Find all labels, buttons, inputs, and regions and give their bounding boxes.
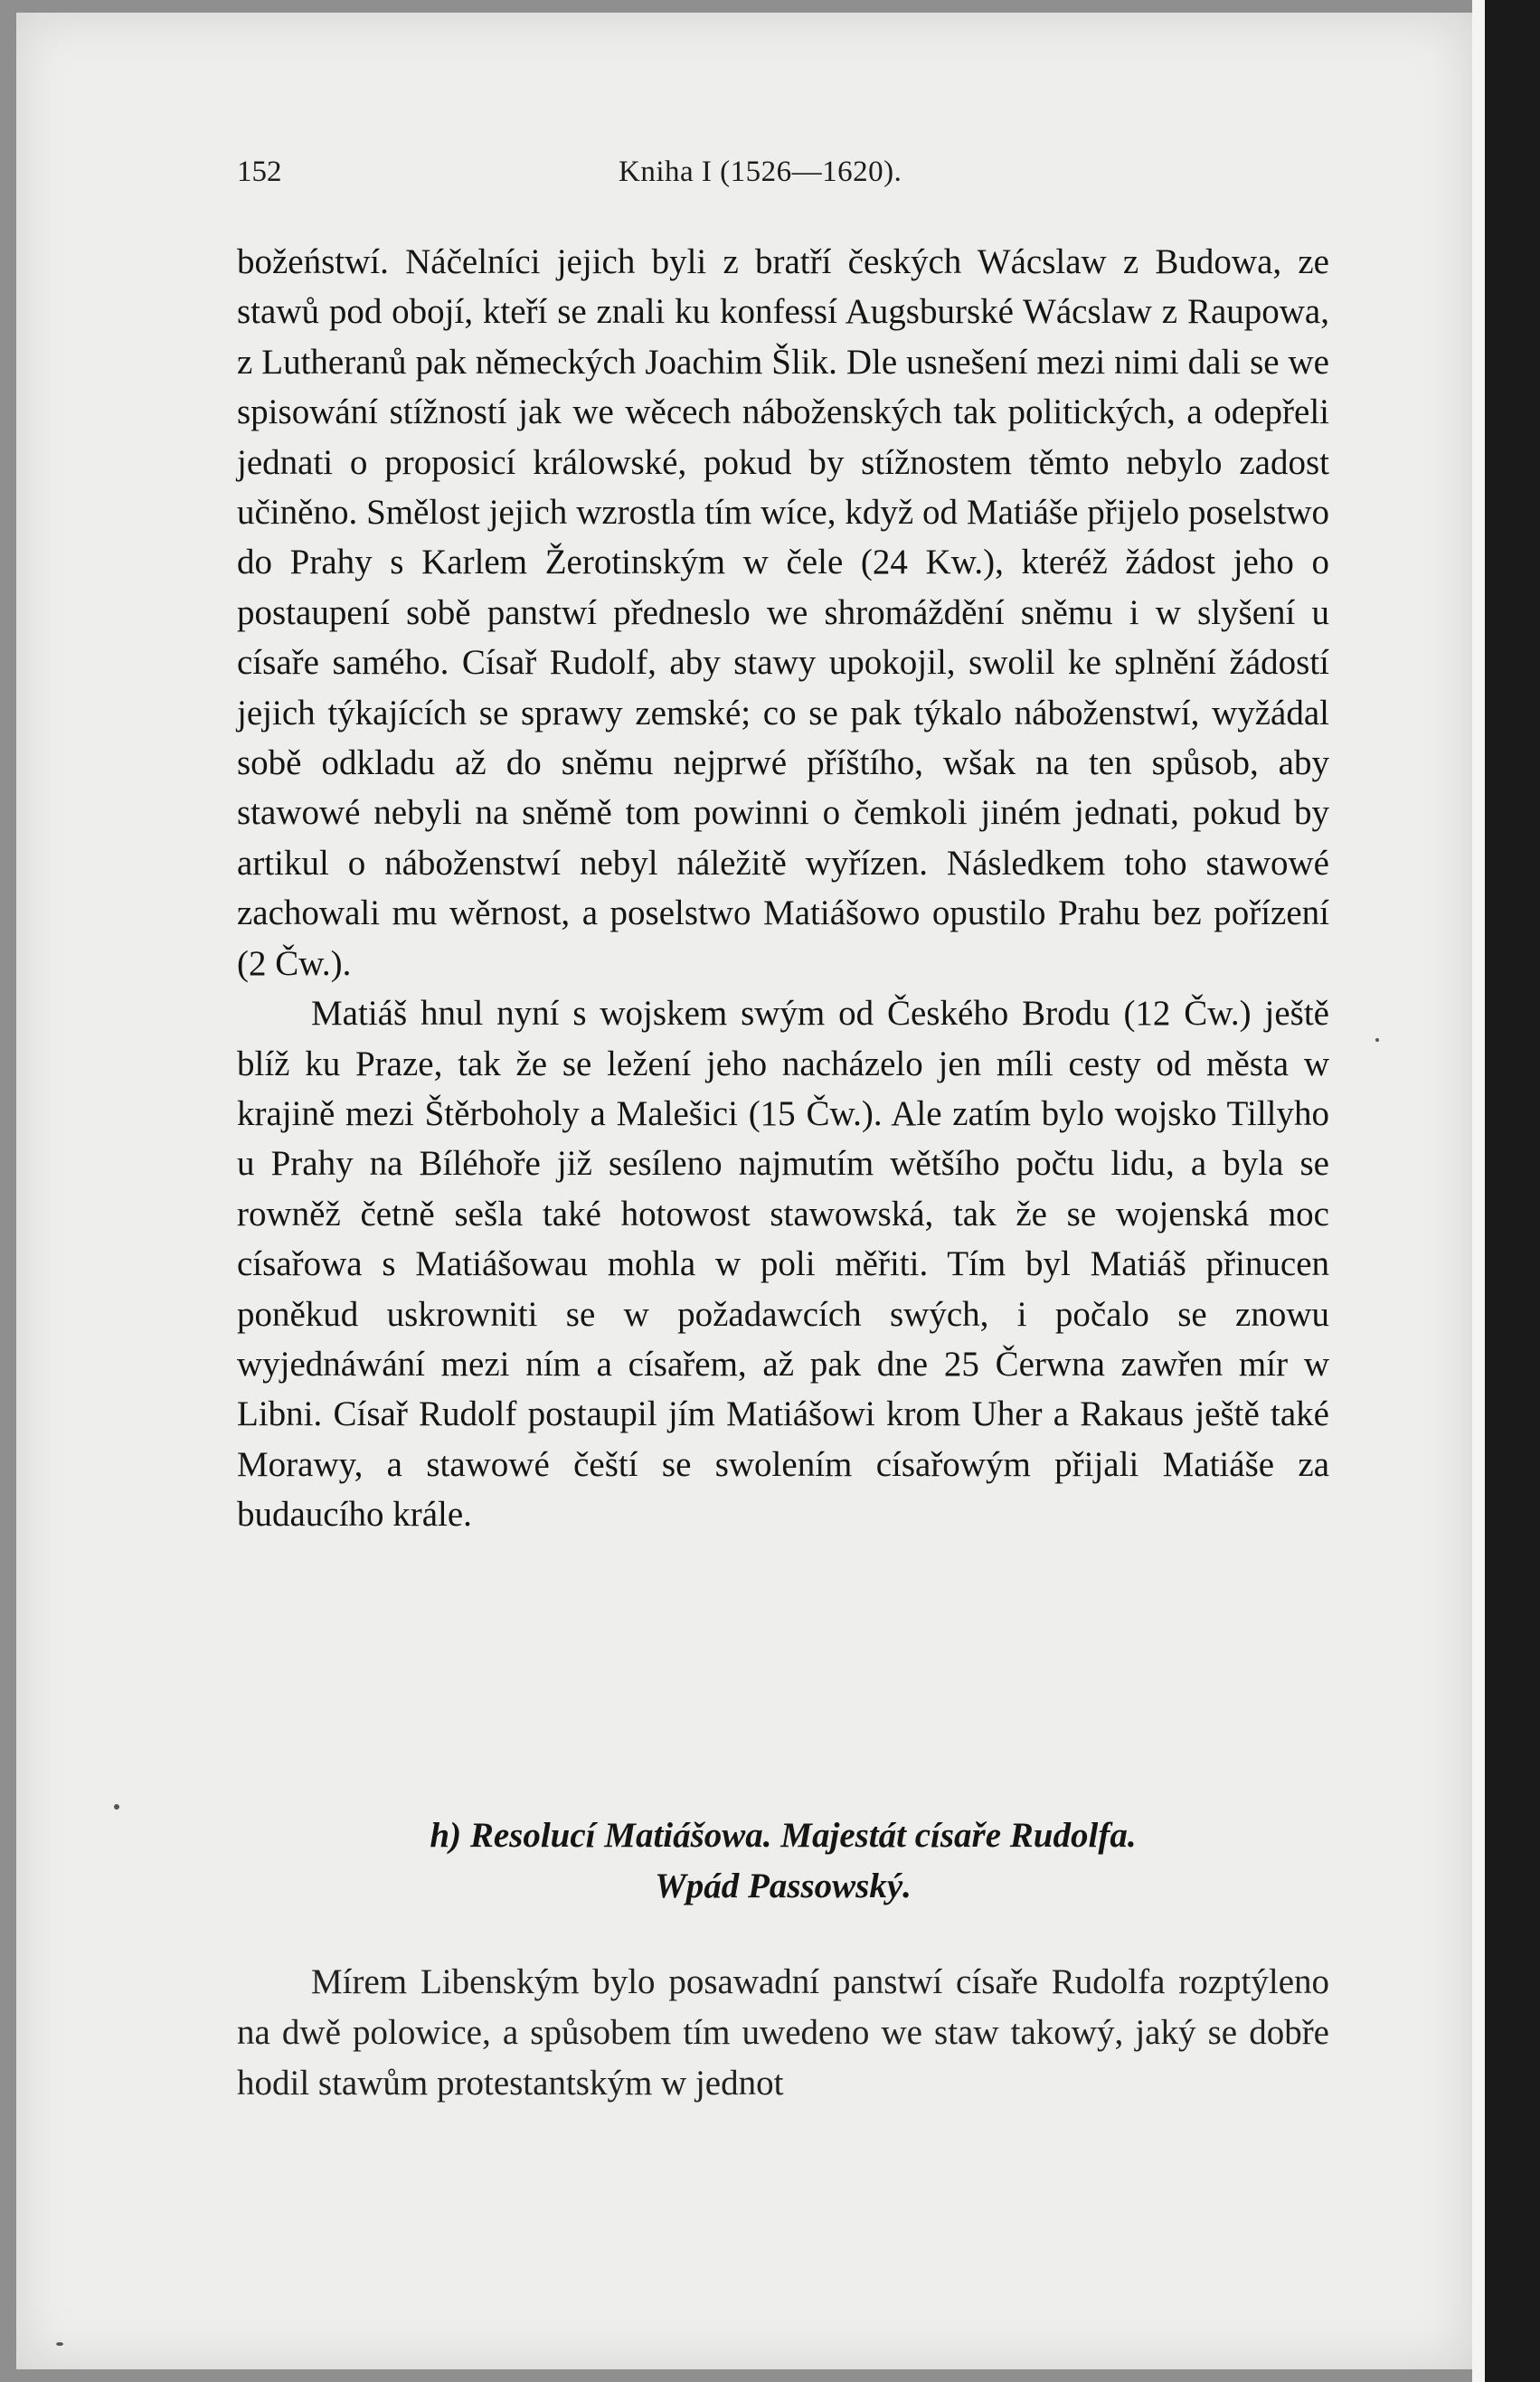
- scan-speck: [1375, 1038, 1379, 1042]
- paragraph-2: Matiáš hnul nyní s wojskem swým od Českého Brodu (12 Čw.) ještě blíž ku Praze, tak že se ležení jeho nacházelo jen míli cesty od města w krajině mezi Štěrboholy a Malešici (15 Čw.). Ale zatím bylo wojsko Tillyho u Prahy na Bíléhoře již sesíleno najmutím wětšího počtu lidu, a byla se rowněž četně sešla také hotowost stawowská, tak že se wojenská moc císařowa s Matiášowau mohla w poli měřiti. Tím byl Matiáš přinucen poněkud uskrowniti se w požadawcích swých, i počalo se znowu wyjednáwání mezi ním a císařem, až pak dne 25 Čerwna zawřen mír w Libni. Císař Rudolf postaupil jím Matiášowi krom Uher a Rakaus ještě také Morawy, a stawowé čeští se swolením císařowým přijali Matiáše za budaucího krále.: [237, 994, 1329, 1535]
- main-text: [237, 237, 1329, 1540]
- page-number: 152: [237, 156, 282, 188]
- page-edge: [1472, 0, 1485, 2382]
- section-heading-line-1: h) Resolucí Matiášowa. Majestát císaře Rudolfa.: [430, 1816, 1137, 1855]
- paragraph-1: božeństwí. Náčelníci jejich byli z bratří českých Wácslaw z Budowa, ze stawů pod obojí, kteří se znali ku konfessí Augsburské Wácslaw z Raupowa, z Lutheranů pak německých Joachim Šlik. Dle usnešení mezi nimi dali se we spisowání stížností jak we wěcech náboženských tak politických, a odepřeli jednati o proposicí králowské, pokud by stížnostem těmto nebylo zadost učiněno. Smělost jejich wzrostla tím wíce, když od Matiáše přijelo poselstwo do Prahy s Karlem Žerotinským w čele (24 Kw.), kteréž žádost jeho o postaupení sobě panstwí předneslo we shromáždění sněmu i w slyšení u císaře samého. Císař Rudolf, aby stawy upokojil, swolil ke splnění žádostí jejich týkajících se sprawy zemské; co se pak týkalo náboženstwí, wyžádal sobě odkladu až do sněmu nejprwé příštího, wšak na ten spůsob, aby stawowé nebyli na sněmě tom powinni o čemkoli jiném jednati, pokud by artikul o náboženstwí nebyl náležitě wyřízen. Následkem toho stawowé zachowali mu wěrnost, a poselstwo Matiášowo opustilo Prahu bez pořízení (2 Čw.).: [237, 242, 1329, 983]
- running-title: Kniha I (1526—1620).: [619, 156, 902, 188]
- scan-border-strip: [1485, 0, 1540, 2382]
- section-heading: [237, 1810, 1329, 1912]
- scan-speck: [56, 2342, 63, 2346]
- paragraph-3: Mírem Libenským bylo posawadní panstwí císaře Rudolfa rozptýleno na dwě polowice, a spůsobem tím uwedeno we staw takowý, jaký se dobře hodil stawům protestantským w jednot: [237, 1962, 1329, 2103]
- closing-text: [237, 1957, 1329, 2109]
- scan-speck: [114, 1804, 119, 1810]
- section-heading-line-2: Wpád Passowský.: [655, 1867, 912, 1905]
- page-header: [237, 152, 1331, 197]
